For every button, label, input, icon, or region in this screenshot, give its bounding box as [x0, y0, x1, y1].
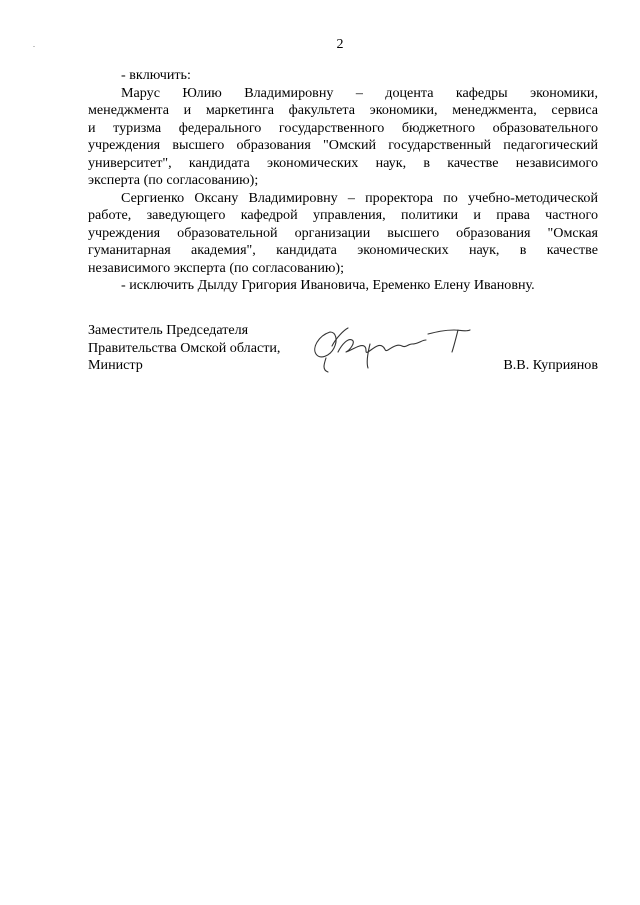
paragraph-sergienko-line: работе, заведующего кафедрой управления, политики и права частного — [88, 207, 598, 223]
signer-name: В.В. Куприянов — [503, 357, 598, 373]
paragraph-marus-line: эксперта (по согласованию); — [88, 172, 259, 188]
paragraph-sergienko-line: независимого эксперта (по согласованию); — [88, 259, 345, 276]
paragraph-marus-line: менеджмента и маркетинга факультета экономики, менеджмента, сервиса — [88, 102, 598, 118]
paragraph-sergienko-line: Сергиенко Оксану Владимировну – проректора по учебно-методической — [121, 189, 598, 206]
exclude-line: - исключить Дылду Григория Ивановича, Еременко Елену Ивановну. — [121, 277, 535, 293]
page-number: 2 — [336, 37, 344, 52]
include-label: - включить: — [121, 67, 191, 83]
paragraph-marus-line: Марус Юлию Владимировну – доцента кафедры экономики, — [121, 84, 598, 101]
scan-mark: . — [33, 40, 35, 49]
signer-position-line: Правительства Омской области, — [88, 339, 281, 356]
signer-position-line: Министр — [88, 357, 143, 373]
paragraph-marus-line: учреждения высшего образования "Омский государственный педагогический — [88, 137, 598, 153]
paragraph-sergienko-line: гуманитарная академия", кандидата экономических наук, в качестве — [88, 242, 598, 258]
handwritten-signature — [308, 318, 478, 383]
paragraph-sergienko-line: учреждения образовательной организации высшего образования "Омская — [88, 224, 598, 241]
document-body — [88, 67, 598, 295]
signer-position-line: Заместитель Председателя — [88, 322, 249, 338]
paragraph-marus-line: и туризма федерального государственного бюджетного образовательного — [88, 119, 598, 136]
paragraph-marus-line: университет", кандидата экономических наук, в качестве независимого — [88, 154, 598, 171]
signer-position — [88, 322, 280, 375]
